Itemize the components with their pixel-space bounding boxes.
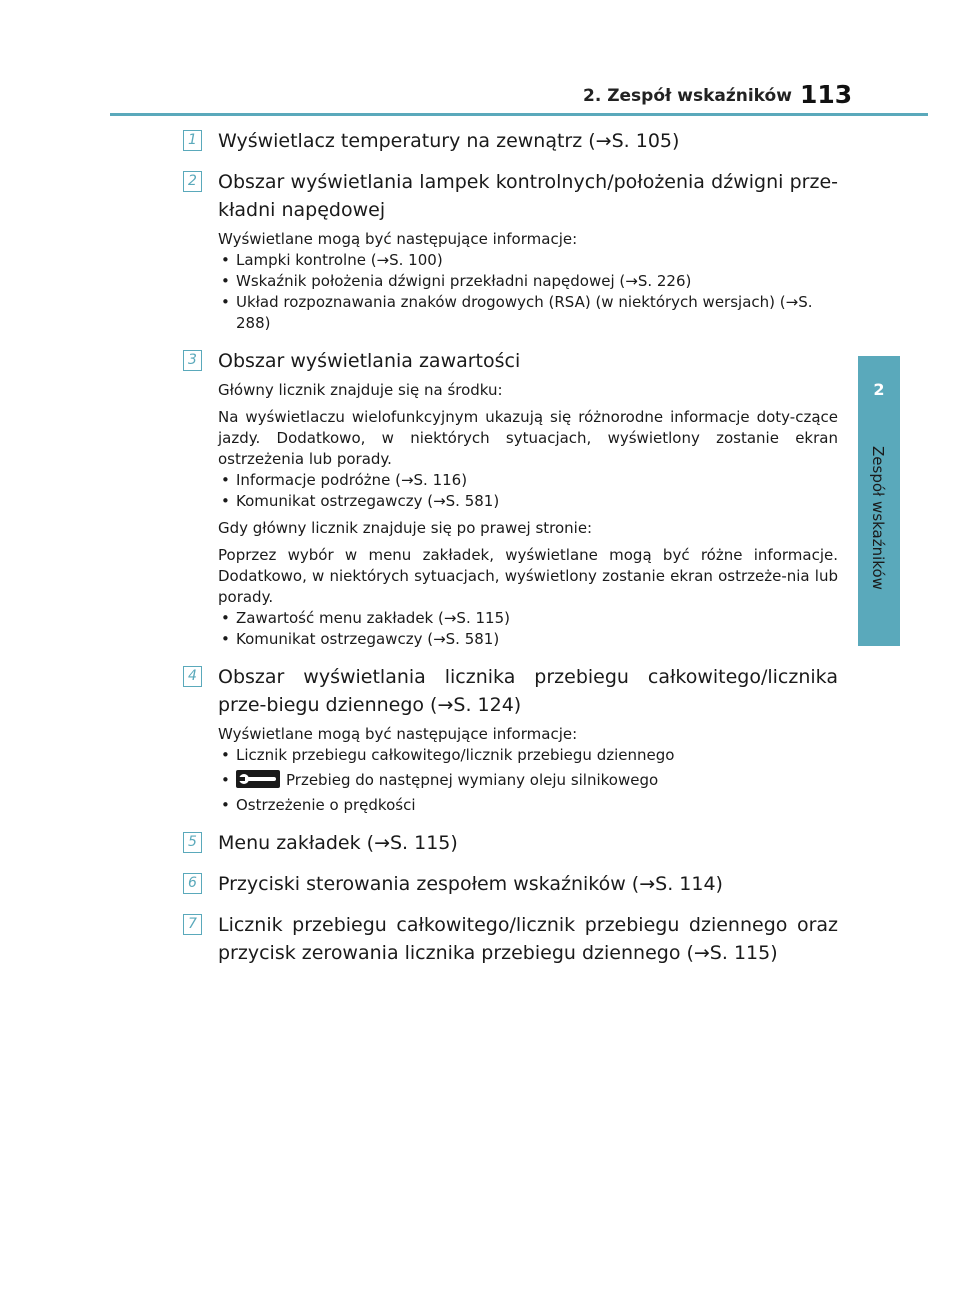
callout-item-6 xyxy=(183,870,838,898)
callout-title-1: Wyświetlacz temperatury na zewnątrz (→S. 105) xyxy=(218,130,680,152)
list-item: • Lampki kontrolne (→S. 100) xyxy=(218,250,838,271)
callout-item-1 xyxy=(183,127,838,155)
callout-item-2 xyxy=(183,168,838,334)
list-item: • Informacje podróżne (→S. 116) xyxy=(218,470,838,491)
callout-title-5: Menu zakładek (→S. 115) xyxy=(218,832,458,854)
callout-title-4: Obszar wyświetlania licznika przebiegu całkowitego/licznika prze-biegu dziennego (→S. 124) xyxy=(218,666,838,716)
header-rule xyxy=(110,113,928,116)
paragraph: Poprzez wybór w menu zakładek, wyświetlane mogą być różne informacje. Dodatkowo, w niektórych sytuacjach, wyświetlony zostanie ekran ostrzeże-nia lub porady. xyxy=(218,546,838,606)
callout-number-1: 1 xyxy=(183,130,202,151)
callout-body-3 xyxy=(218,380,838,650)
chapter-side-tab xyxy=(858,356,900,646)
wrench-icon xyxy=(236,770,280,788)
chapter-title: 2. Zespół wskaźników xyxy=(583,86,792,106)
bullet-list xyxy=(218,608,838,650)
paragraph: Główny licznik znajduje się na środku: xyxy=(218,381,503,399)
callout-number-2: 2 xyxy=(183,171,202,192)
list-item: • Komunikat ostrzegawczy (→S. 581) xyxy=(218,629,838,650)
list-item: • Komunikat ostrzegawczy (→S. 581) xyxy=(218,491,838,512)
callout-title-6: Przyciski sterowania zespołem wskaźników (→S. 114) xyxy=(218,873,723,895)
callout-title-3: Obszar wyświetlania zawartości xyxy=(218,350,521,372)
callout-item-5 xyxy=(183,829,838,857)
callout-number-5: 5 xyxy=(183,832,202,853)
callout-item-3 xyxy=(183,347,838,650)
page-header xyxy=(0,0,960,118)
list-item-text: Przebieg do następnej wymiany oleju silnikowego xyxy=(286,771,659,789)
intro-text: Wyświetlane mogą być następujące informacje: xyxy=(218,230,578,248)
side-tab-title: Zespół wskaźników xyxy=(869,446,887,590)
list-item: • Wskaźnik położenia dźwigni przekładni napędowej (→S. 226) xyxy=(218,271,838,292)
callout-body-4 xyxy=(218,724,838,816)
callout-number-7: 7 xyxy=(183,914,202,935)
paragraph: Gdy główny licznik znajduje się po prawej stronie: xyxy=(218,519,593,537)
bullet-list xyxy=(218,745,838,816)
callout-number-3: 3 xyxy=(183,350,202,371)
paragraph: Na wyświetlaczu wielofunkcyjnym ukazują się różnorodne informacje doty-czące jazdy. Dodatkowo, w niektórych sytuacjach, wyświetlony zostanie ekran ostrzeżenia lub porady. xyxy=(218,408,838,468)
callout-item-7 xyxy=(183,911,838,967)
list-item: • Ostrzeżenie o prędkości xyxy=(218,795,838,816)
list-item: • Licznik przebiegu całkowitego/licznik przebiegu dziennego xyxy=(218,745,838,766)
list-item: • Układ rozpoznawania znaków drogowych (RSA) (w niektórych wersjach) (→S. 288) xyxy=(218,292,838,334)
callout-item-4 xyxy=(183,663,838,816)
callout-number-6: 6 xyxy=(183,873,202,894)
list-item: • Zawartość menu zakładek (→S. 115) xyxy=(218,608,838,629)
callout-number-4: 4 xyxy=(183,666,202,687)
callout-body-2 xyxy=(218,229,838,334)
bullet-list xyxy=(218,250,838,334)
list-item-oil-service xyxy=(218,770,838,791)
intro-text: Wyświetlane mogą być następujące informacje: xyxy=(218,725,578,743)
page-number: 113 xyxy=(800,80,853,109)
page-content xyxy=(183,127,838,980)
callout-title-7: Licznik przebiegu całkowitego/licznik przebiegu dziennego oraz przycisk zerowania licznika przebiegu dziennego (→S. 115) xyxy=(218,914,838,964)
callout-title-2: Obszar wyświetlania lampek kontrolnych/położenia dźwigni prze-kładni napędowej xyxy=(218,171,838,221)
side-tab-number: 2 xyxy=(873,380,885,399)
bullet-list xyxy=(218,470,838,512)
